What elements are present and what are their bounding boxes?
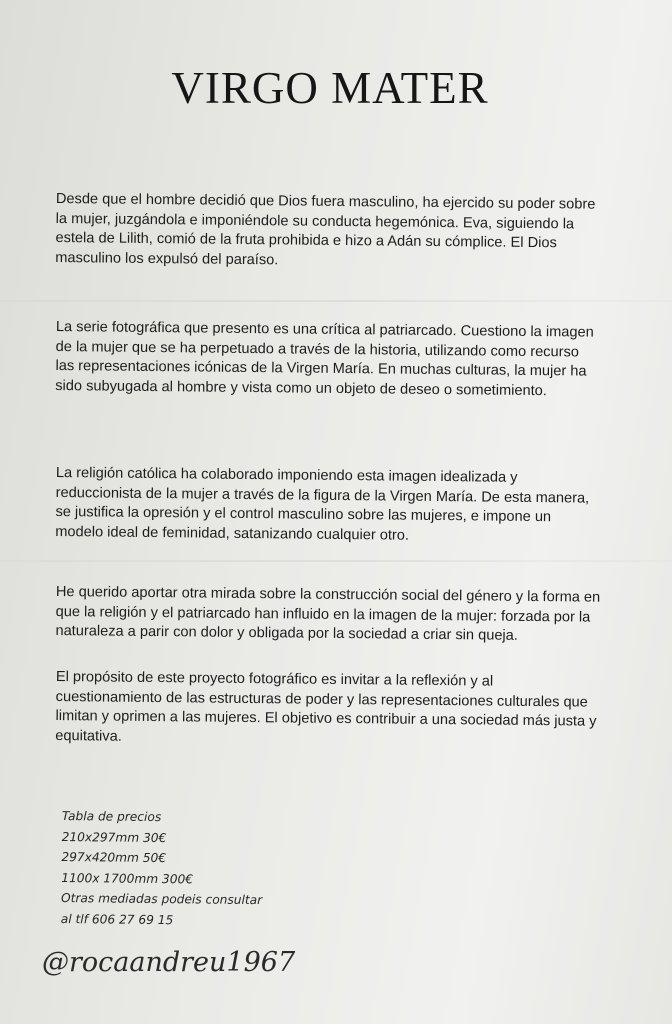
price-note: Otras mediadas podeis consultar (60, 890, 263, 908)
paragraph-perspective: He querido aportar otra mirada sobre la construcción social del género y la forma en que la religión y el patriarcado han influido en la imagen de la mujer: forzada por la naturaleza a parir con dolor y obligada por la sociedad a criar sin queja. (55, 583, 601, 644)
price-table (61, 806, 362, 932)
price-table-heading: Tabla de precios (61, 808, 162, 825)
paper-crease (0, 560, 672, 562)
price-item: 1100x 1700mm 300€ (61, 870, 194, 886)
price-item: 297x420mm 50€ (61, 849, 167, 866)
paragraph-intro: Desde que el hombre decidió que Dios fuera masculino, ha ejercido su poder sobre la mujer, juzgándola e imponiéndole su conducta hegemónica. Eva, siguiendo la estela de Lilith, comió de la fruta prohibida e hizo a Adán su cómplice. El Dios masculino los expulsó del paraíso. (55, 190, 596, 268)
paragraph-series: La serie fotográfica que presento es una crítica al patriarcado. Cuestiono la imagen de la mujer que se ha perpetuado a través de la historia, utilizando como recurso las representaciones icónicas de la Virgen María. En muchas culturas, la mujer ha sido subyugada al hombre y vista como un objeto de deseo o sometimiento. (55, 318, 594, 399)
handwritten-signature (42, 938, 342, 986)
paragraph-purpose: El propósito de este proyecto fotográfico es invitar a la reflexión y al cuestionamiento de las estructuras de poder y las representaciones culturales que limitan y oprimen a las mujeres. El objetivo es contribuir a una sociedad más justa y equitativa. (55, 668, 597, 745)
paper-crease (0, 300, 672, 302)
paragraph-religion: La religión católica ha colaborado imponiendo esta imagen idealizada y reduccionista de la mujer a través de la figura de la Virgen María. De esta manera, se justifica la opresión y el control masculino sobre las mujeres, e impone un modelo ideal de feminidad, satanizando cualquier otro. (55, 464, 590, 544)
signature-text: @rocaandreu1967 (42, 946, 296, 978)
page-title: VIRGO MATER (171, 63, 489, 113)
price-contact: al tlf 606 27 69 15 (60, 911, 174, 927)
price-item: 210x297mm 30€ (61, 829, 167, 845)
